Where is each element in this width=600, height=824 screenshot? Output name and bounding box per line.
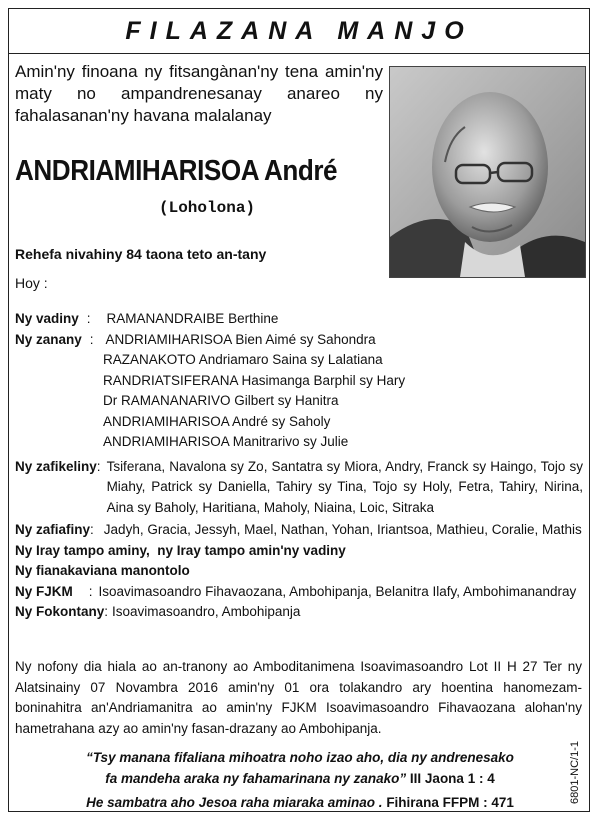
ad-code: 6801-NC/1-1 bbox=[569, 741, 581, 804]
hymn-reference: Fihirana FFPM : 471 bbox=[386, 795, 514, 810]
sep-fjkm: : bbox=[88, 583, 93, 599]
portrait-illustration bbox=[390, 67, 585, 277]
names-fjkm: Isoavimasoandro Fihavaozana, Ambohipanja, Belanitra Ilafy, Ambohimanandray bbox=[98, 583, 577, 599]
names-vadiny: RAMANANDRAIBE Berthine bbox=[106, 311, 279, 326]
label-zanany: Ny zanany bbox=[15, 331, 82, 347]
label-zafiafiny: Ny zafiafiny bbox=[15, 522, 91, 537]
names-fokontany: Isoavimasoandro, Ambohipanja bbox=[112, 604, 301, 619]
row-fjkm bbox=[15, 582, 583, 603]
closing-text: He sambatra aho Jesoa raha miaraka aminao . bbox=[86, 795, 383, 810]
row-fokontany bbox=[15, 602, 583, 623]
sep-zafikeliny: : bbox=[96, 458, 101, 474]
portrait-photo bbox=[389, 66, 586, 278]
verse-reference: III Jaona 1 : 4 bbox=[409, 771, 495, 786]
row-vadiny bbox=[15, 309, 583, 330]
label-fokontany: Ny Fokontany bbox=[15, 604, 105, 619]
deceased-name: ANDRIAMIHARISOA André bbox=[15, 155, 338, 187]
sep-fokontany: : bbox=[104, 604, 109, 619]
obituary-frame bbox=[8, 8, 590, 812]
funeral-details: Ny nofony dia hiala ao an-tranony ao Amboditanimena Isoavimasoandro Lot II H 27 Ter ny Alatsinainy 07 Novambra 2016 amin'ny 01 ora tolakandro ary hoentina hanomezam-boninahitra an'Andriamanitra ao amin'ny FJKM Isoavimasoandro Fihavaozana alohan'ny hametrahana azy ao amin'ny fasan-drazany ao Ambohipanja. bbox=[15, 659, 582, 736]
header-title: FILAZANA MANJO bbox=[9, 9, 589, 54]
row-iray-tampo: Ny Iray tampo aminy, ny Iray tampo amin'ny vadiny bbox=[15, 542, 346, 558]
names-zanany-1: RAZANAKOTO Andriamaro Saina sy Lalatiana bbox=[103, 352, 383, 367]
closing-line bbox=[9, 795, 591, 810]
names-zanany-4: ANDRIAMIHARISOA André sy Saholy bbox=[103, 413, 331, 429]
label-vadiny: Ny vadiny bbox=[15, 311, 79, 326]
sep-zafiafiny: : bbox=[90, 522, 94, 537]
names-zanany-5: ANDRIAMIHARISOA Manitrarivo sy Julie bbox=[103, 434, 349, 449]
row-zafikeliny bbox=[15, 457, 583, 519]
names-zanany-2: RANDRIATSIFERANA Hasimanga Barphil sy Hary bbox=[103, 372, 406, 388]
names-zafikeliny: Tsiferana, Navalona sy Zo, Santatra sy Miora, Andry, Franck sy Haingo, Tojo sy Miahy, Patrick sy Daniella, Tahiry sy Tina, Tojo sy Holy, Fetra, Tahiry, Nirina, Aina sy Baholy, Haritiana, Maholy, Niaina, Loic, Sitraka bbox=[106, 458, 583, 515]
hoy-label: Hoy : bbox=[15, 275, 48, 291]
verse-line-2-wrap bbox=[9, 768, 591, 789]
family-list bbox=[15, 309, 583, 623]
names-zanany-0: ANDRIAMIHARISOA Bien Aimé sy Sahondra bbox=[105, 331, 376, 347]
row-fianakaviana: Ny fianakaviana manontolo bbox=[15, 563, 190, 578]
sep-vadiny: : bbox=[86, 311, 91, 326]
intro-text: Amin'ny finoana ny fitsangànan'ny tena amin'ny maty no ampandrenesanay anareo ny fahalasanan'ny havana malalanay bbox=[15, 62, 383, 125]
row-zanany bbox=[15, 330, 583, 351]
age-line: Rehefa nivahiny 84 taona teto an-tany bbox=[15, 246, 267, 262]
names-zanany-3: Dr RAMANANARIVO Gilbert sy Hanitra bbox=[103, 393, 339, 408]
row-zafiafiny bbox=[15, 520, 583, 541]
label-zafikeliny: Ny zafikeliny bbox=[15, 458, 97, 474]
bible-verse bbox=[9, 747, 591, 789]
deceased-nickname: (Loholona) bbox=[159, 199, 256, 217]
sep-zanany: : bbox=[89, 331, 94, 347]
verse-line-1: “Tsy manana fifaliana mihoatra noho izao aho, dia ny andrenesako bbox=[86, 750, 514, 765]
names-zafiafiny: Jadyh, Gracia, Jessyh, Mael, Nathan, Yohan, Iriantsoa, Mathieu, Coralie, Mathis bbox=[103, 522, 582, 537]
verse-line-2: fa mandeha araka ny fahamarinana ny zanako” bbox=[105, 771, 407, 786]
label-fjkm: Ny FJKM bbox=[15, 583, 73, 599]
